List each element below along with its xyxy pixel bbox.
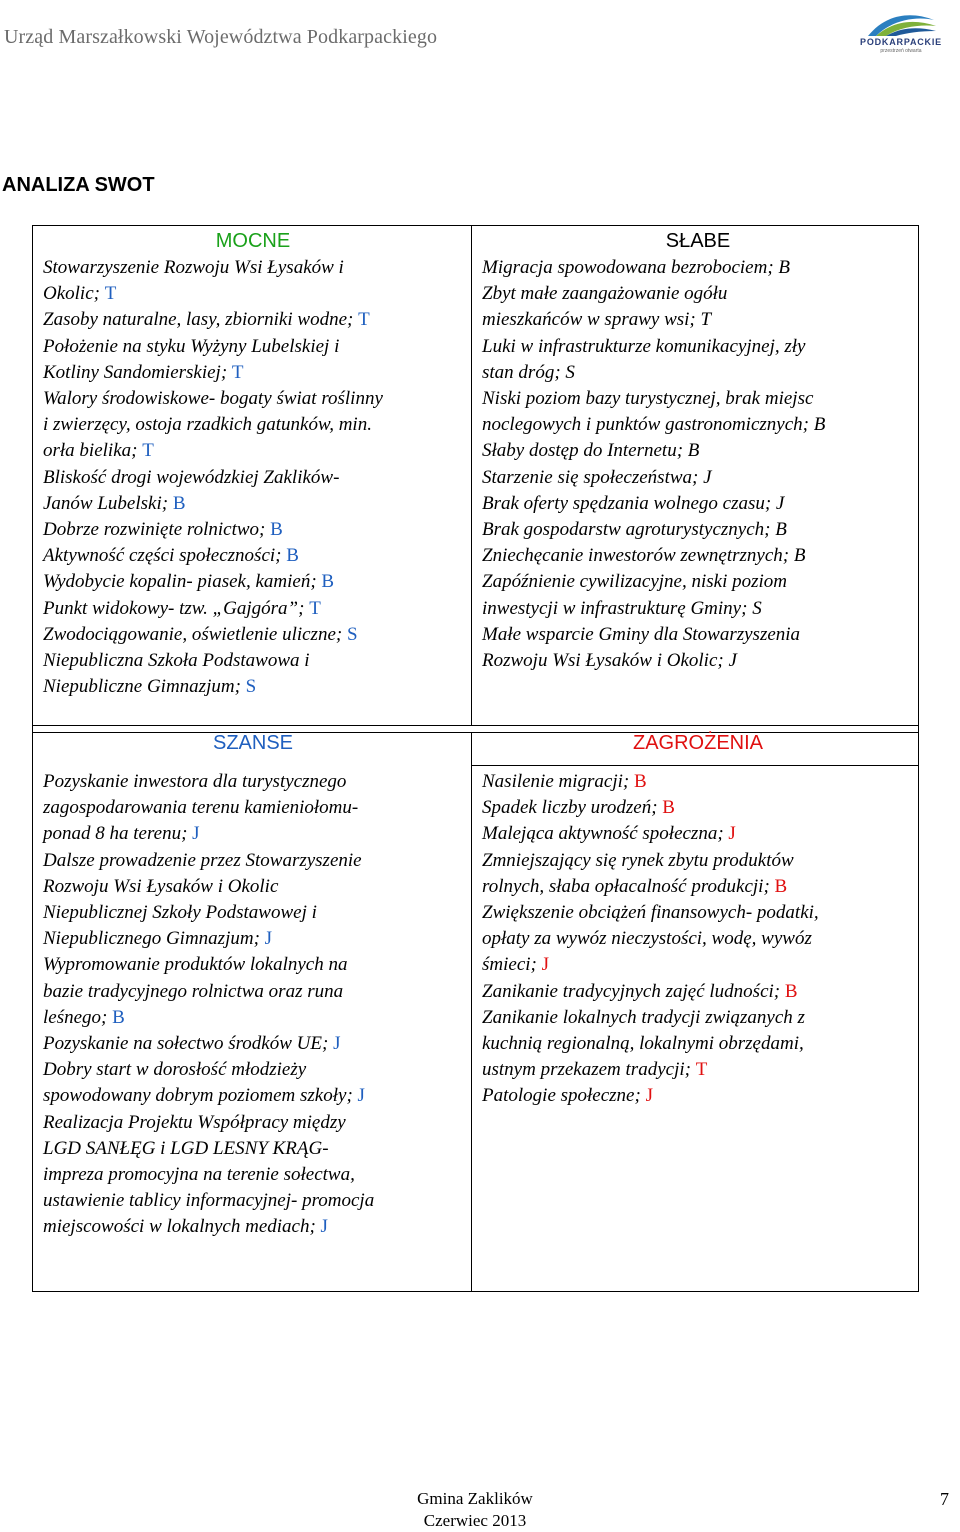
mocne-item-text: i zwierzęcy, ostoja rzadkich gatunków, min. bbox=[43, 414, 372, 436]
szanse-list-item bbox=[43, 821, 463, 847]
mocne-list-item bbox=[43, 438, 463, 464]
row-divider bbox=[33, 725, 919, 726]
szanse-item-text: Wypromowanie produktów lokalnych na bbox=[43, 954, 348, 976]
zagrozenia-item-code: B bbox=[633, 771, 647, 792]
zagrozenia-list bbox=[482, 769, 914, 1110]
swot-table bbox=[32, 225, 919, 1292]
zagrozenia-list-item bbox=[482, 1057, 914, 1083]
szanse-list bbox=[43, 769, 463, 1241]
zagrozenia-cell bbox=[482, 729, 914, 1110]
mocne-item-text: Zasoby naturalne, lasy, zbiorniki wodne; bbox=[43, 309, 354, 331]
column-divider bbox=[471, 226, 472, 725]
mocne-item-code: T bbox=[309, 597, 321, 619]
szanse-item-text: bazie tradycyjnego rolnictwa oraz runa bbox=[43, 980, 344, 1002]
slabe-item-text: Słaby dostęp do Internetu; B bbox=[482, 440, 700, 462]
slabe-list-item bbox=[482, 465, 914, 491]
mocne-item-text: Wydobycie kopalin- piasek, kamień; bbox=[43, 571, 317, 593]
zagrozenia-item-text: Nasilenie migracji; bbox=[482, 771, 630, 792]
mocne-item-text: Punkt widokowy- tzw. „Gajgóra”; bbox=[43, 597, 305, 619]
slabe-item-text: Starzenie się społeczeństwa; J bbox=[482, 466, 712, 488]
mocne-list-item bbox=[43, 360, 463, 386]
mocne-item-text: Niepubliczna Szkoła Podstawowa i bbox=[43, 650, 310, 672]
szanse-list-item bbox=[43, 1005, 463, 1031]
mocne-item-text: Aktywność części społeczności; bbox=[43, 545, 282, 567]
slabe-list-item bbox=[482, 569, 914, 595]
slabe-item-text: stan dróg; S bbox=[482, 361, 575, 383]
mocne-item-code: B bbox=[270, 519, 283, 541]
page-number: 7 bbox=[940, 1489, 949, 1509]
zagrozenia-list-item bbox=[482, 1083, 914, 1109]
zagrozenia-item-text: Patologie społeczne; bbox=[482, 1085, 641, 1107]
footer-date: Czerwiec 2013 bbox=[423, 1511, 527, 1530]
zagrozenia-item-text: Malejąca aktywność społeczna; bbox=[482, 823, 724, 845]
mocne-list-item bbox=[43, 648, 463, 674]
szanse-item-text: Niepublicznej Szkoły Podstawowej i bbox=[43, 902, 317, 924]
mocne-item-text: Położenie na styku Wyżyny Lubelskiej i bbox=[43, 335, 340, 357]
slabe-item-text: Niski poziom bazy turystycznej, brak miejsc bbox=[482, 388, 814, 410]
footer-gmina: Gmina Zaklików bbox=[417, 1489, 533, 1508]
mocne-list-item bbox=[43, 569, 463, 595]
mocne-list-item bbox=[43, 622, 463, 648]
mocne-item-text: Kotliny Sandomierskiej; bbox=[43, 361, 228, 383]
logo-text: PODKARPACKIE bbox=[860, 37, 942, 47]
szanse-item-text: impreza promocyjna na terenie sołectwa, bbox=[43, 1164, 355, 1186]
mocne-title: MOCNE bbox=[215, 230, 291, 252]
mocne-list-item bbox=[43, 334, 463, 360]
zagrozenia-item-code: J bbox=[728, 823, 736, 845]
szanse-item-text: miejscowości w lokalnych mediach; bbox=[43, 1216, 316, 1238]
mocne-list-item bbox=[43, 674, 463, 700]
zagrozenia-item-text: opłaty za wywóz nieczystości, wodę, wywóz bbox=[482, 928, 812, 950]
slabe-list-item bbox=[482, 517, 914, 543]
szanse-list-item bbox=[43, 1083, 463, 1109]
szanse-title: SZANSE bbox=[212, 732, 294, 754]
szanse-item-text: Dobry start w dorosłość młodzieży bbox=[43, 1059, 307, 1081]
slabe-list-item bbox=[482, 307, 914, 333]
slabe-item-text: Zniechęcanie inwestorów zewnętrznych; B bbox=[482, 545, 806, 567]
slabe-list-item bbox=[482, 438, 914, 464]
mocne-item-code: T bbox=[358, 309, 370, 331]
zagrozenia-list-item bbox=[482, 1031, 914, 1057]
szanse-list-item bbox=[43, 1188, 463, 1214]
zagrozenia-item-text: Zwiększenie obciążeń finansowych- podatki, bbox=[482, 902, 819, 924]
mocne-item-text: Niepubliczne Gimnazjum; bbox=[43, 676, 241, 698]
section-title: ANALIZA SWOT bbox=[2, 174, 155, 196]
zagrozenia-item-code: B bbox=[774, 875, 788, 897]
podkarpackie-logo bbox=[846, 6, 956, 62]
szanse-list-item bbox=[43, 1031, 463, 1057]
mocne-list bbox=[43, 255, 463, 700]
zagrozenia-item-text: Zanikanie lokalnych tradycji związanych z bbox=[482, 1006, 805, 1028]
slabe-list-item bbox=[482, 281, 914, 307]
mocne-item-code: B bbox=[172, 492, 186, 514]
zagrozenia-list-item bbox=[482, 848, 914, 874]
zagrozenia-item-text: rolnych, słaba opłacalność produkcji; bbox=[482, 875, 770, 897]
slabe-item-text: Luki w infrastrukturze komunikacyjnej, zły bbox=[482, 335, 806, 357]
szanse-item-text: Rozwoju Wsi Łysaków i Okolic bbox=[43, 875, 279, 897]
szanse-item-text: Pozyskanie na sołectwo środków UE; bbox=[43, 1033, 329, 1055]
zagrozenia-list-item bbox=[482, 795, 914, 821]
szanse-item-text: ustawienie tablicy informacyjnej- promocja bbox=[43, 1190, 375, 1212]
szanse-list-item bbox=[43, 1110, 463, 1136]
zagrozenia-item-code: J bbox=[541, 954, 550, 976]
mocne-item-text: Zwodociągowanie, oświetlenie uliczne; bbox=[43, 623, 343, 645]
slabe-list-item bbox=[482, 255, 914, 281]
mocne-cell bbox=[43, 227, 463, 700]
slabe-item-text: Zapóźnienie cywilizacyjne, niski poziom bbox=[482, 571, 788, 593]
szanse-list-item bbox=[43, 900, 463, 926]
mocne-item-code: B bbox=[286, 545, 299, 567]
szanse-list-item bbox=[43, 1136, 463, 1162]
szanse-item-text: Dalsze prowadzenie przez Stowarzyszenie bbox=[43, 849, 362, 871]
slabe-item-text: Brak oferty spędzania wolnego czasu; J bbox=[482, 492, 785, 514]
zagrozenia-item-text: kuchnią regionalną, lokalnymi obrzędami, bbox=[482, 1033, 804, 1055]
szanse-list-item bbox=[43, 926, 463, 952]
slabe-item-text: Zbyt małe zaangażowanie ogółu bbox=[482, 283, 728, 305]
zagrozenia-list-item bbox=[482, 821, 914, 847]
slabe-list-item bbox=[482, 543, 914, 569]
szanse-list-item bbox=[43, 1214, 463, 1240]
szanse-item-code: B bbox=[112, 1006, 125, 1028]
slabe-item-text: inwestycji w infrastrukturę Gminy; S bbox=[482, 597, 762, 619]
mocne-item-text: Okolic; bbox=[43, 283, 100, 305]
szanse-item-text: leśnego; bbox=[43, 1006, 108, 1028]
szanse-item-text: ponad 8 ha terenu; bbox=[43, 823, 188, 845]
mocne-item-text: Dobrze rozwinięte rolnictwo; bbox=[43, 519, 266, 541]
mocne-item-code: T bbox=[142, 440, 154, 462]
szanse-item-text: spowodowany dobrym poziomem szkoły; bbox=[43, 1085, 353, 1107]
zagrozenia-item-code: B bbox=[662, 797, 675, 819]
mocne-list-item bbox=[43, 543, 463, 569]
szanse-list-item bbox=[43, 874, 463, 900]
szanse-list-item bbox=[43, 1162, 463, 1188]
slabe-list-item bbox=[482, 596, 914, 622]
szanse-list-item bbox=[43, 952, 463, 978]
zagrozenia-item-code: B bbox=[784, 980, 798, 1002]
szanse-item-text: zagospodarowania terenu kamieniołomu- bbox=[43, 797, 359, 819]
zagrozenia-list-item bbox=[482, 979, 914, 1005]
szanse-item-code: J bbox=[357, 1085, 365, 1107]
zagrozenia-list-item bbox=[482, 874, 914, 900]
mocne-item-code: S bbox=[346, 623, 358, 645]
zagrozenia-list-item bbox=[482, 952, 914, 978]
slabe-list-item bbox=[482, 334, 914, 360]
szanse-item-text: Niepublicznego Gimnazjum; bbox=[43, 928, 260, 950]
zagrozenia-item-text: ustnym przekazem tradycji; bbox=[482, 1059, 691, 1081]
mocne-item-text: Bliskość drogi wojewódzkiej Zaklików- bbox=[43, 466, 340, 488]
zagrozenia-item-text: śmieci; bbox=[482, 954, 537, 976]
mocne-list-item bbox=[43, 465, 463, 491]
slabe-title: SŁABE bbox=[665, 230, 731, 252]
mocne-item-text: Stowarzyszenie Rozwoju Wsi Łysaków i bbox=[43, 257, 344, 278]
mocne-list-item bbox=[43, 281, 463, 307]
szanse-item-text: Pozyskanie inwestora dla turystycznego bbox=[43, 771, 347, 792]
mocne-item-text: orła bielika; bbox=[43, 440, 138, 462]
mocne-item-code: B bbox=[321, 571, 335, 593]
szanse-item-code: J bbox=[320, 1216, 328, 1238]
zagrozenia-list-item bbox=[482, 1005, 914, 1031]
mocne-item-text: Walory środowiskowe- bogaty świat roślinny bbox=[43, 388, 383, 410]
slabe-list-item bbox=[482, 386, 914, 412]
slabe-list-item bbox=[482, 491, 914, 517]
slabe-item-text: Małe wsparcie Gminy dla Stowarzyszenia bbox=[482, 623, 801, 645]
mocne-list-item bbox=[43, 255, 463, 281]
mocne-list-item bbox=[43, 517, 463, 543]
slabe-list-item bbox=[482, 622, 914, 648]
zagrozenia-list-item bbox=[482, 769, 914, 795]
slabe-item-text: Rozwoju Wsi Łysaków i Okolic; J bbox=[482, 650, 737, 672]
szanse-item-text: Realizacja Projektu Współpracy między bbox=[43, 1111, 346, 1133]
szanse-list-item bbox=[43, 848, 463, 874]
header-title: Urząd Marszałkowski Województwa Podkarpackiego bbox=[4, 26, 438, 48]
mocne-item-code: S bbox=[245, 676, 257, 698]
zagrozenia-item-code: T bbox=[695, 1059, 708, 1081]
logo-subtext: przestrzeń otwarta bbox=[880, 48, 922, 54]
zagrozenia-item-text: Spadek liczby urodzeń; bbox=[482, 797, 658, 819]
zagrozenia-list-item bbox=[482, 926, 914, 952]
szanse-item-code: J bbox=[264, 928, 273, 950]
slabe-list-item bbox=[482, 360, 914, 386]
slabe-list-item bbox=[482, 412, 914, 438]
szanse-item-code: J bbox=[192, 823, 200, 845]
slabe-item-text: noclegowych i punktów gastronomicznych; B bbox=[482, 414, 826, 436]
szanse-item-text: LGD SANŁĘG i LGD LESNY KRĄG- bbox=[43, 1137, 329, 1159]
szanse-list-item bbox=[43, 979, 463, 1005]
mocne-list-item bbox=[43, 386, 463, 412]
slabe-cell bbox=[482, 227, 914, 674]
logo-hills-icon bbox=[846, 6, 956, 38]
mocne-item-code: T bbox=[231, 361, 244, 383]
mocne-list-item bbox=[43, 307, 463, 333]
slabe-item-text: Brak gospodarstw agroturystycznych; B bbox=[482, 519, 787, 541]
mocne-item-code: T bbox=[104, 283, 117, 305]
slabe-item-text: mieszkańców w sprawy wsi; T bbox=[482, 309, 712, 331]
page-footer bbox=[363, 1488, 587, 1532]
zagrozenia-title: ZAGROŻENIA bbox=[632, 732, 763, 754]
mocne-item-text: Janów Lubelski; bbox=[43, 492, 169, 514]
zagrozenia-list-item bbox=[482, 900, 914, 926]
szanse-list-item bbox=[43, 795, 463, 821]
zagrozenia-item-code: J bbox=[645, 1085, 653, 1107]
szanse-cell bbox=[43, 729, 463, 1241]
slabe-item-text: Migracja spowodowana bezrobociem; B bbox=[482, 257, 791, 278]
slabe-list bbox=[482, 255, 914, 674]
szanse-list-item bbox=[43, 1057, 463, 1083]
zagrozenia-item-text: Zanikanie tradycyjnych zajęć ludności; bbox=[482, 980, 781, 1002]
slabe-list-item bbox=[482, 648, 914, 674]
szanse-list-item bbox=[43, 769, 463, 795]
zagrozenia-item-text: Zmniejszający się rynek zbytu produktów bbox=[482, 849, 794, 871]
mocne-list-item bbox=[43, 596, 463, 622]
mocne-list-item bbox=[43, 491, 463, 517]
mocne-list-item bbox=[43, 412, 463, 438]
szanse-item-code: J bbox=[333, 1033, 341, 1055]
